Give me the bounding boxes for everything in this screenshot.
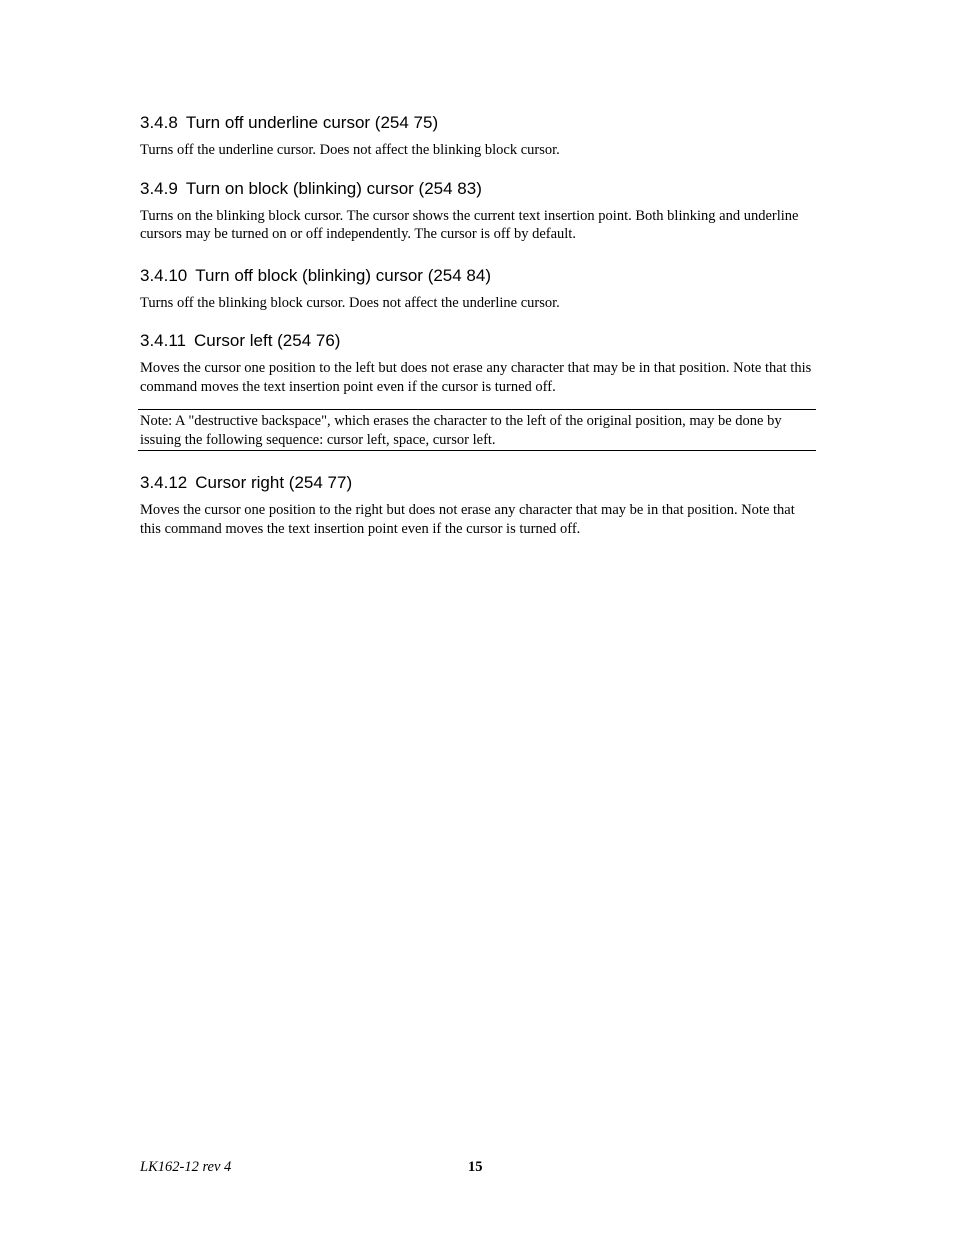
section-title: Cursor right (254 77) [195,473,353,492]
section-body: Turns off the underline cursor. Does not affect the blinking block cursor. [140,142,560,158]
section-title: Turn off block (blinking) cursor (254 84) [195,265,492,285]
section-body: Turns on the blinking block cursor. The cursor shows the current text insertion point. Both blinking and underline cursors may be turned on or off independently. The cursor is off by default. [140,207,799,242]
section-3-4-10 [140,265,816,313]
section-heading [140,330,816,352]
section-3-4-11 [140,330,816,396]
section-number: 3.4.12 [140,473,188,492]
section-heading [140,112,816,134]
section-title: Turn on block (blinking) cursor (254 83) [185,178,482,198]
section-heading [140,472,816,494]
section-number: 3.4.11 [140,331,187,350]
section-heading [140,178,816,200]
section-number: 3.4.8 [140,113,178,132]
section-number: 3.4.10 [140,265,188,285]
section-body: Moves the cursor one position to the right but does not erase any character that may be in that position. Note that this command moves the text insertion point even if the cursor is turned off. [140,502,795,537]
footer-doc-id: LK162-12 rev 4 [140,1159,232,1175]
document-content [140,112,816,538]
section-3-4-12 [140,472,816,538]
section-body: Turns off the blinking block cursor. Does not affect the underline cursor. [140,294,560,311]
footer-page-number: 15 [468,1159,483,1175]
section-3-4-8 [140,112,816,160]
section-body: Moves the cursor one position to the left but does not erase any character that may be in that position. Note that this command moves the text insertion point even if the cursor is turned off. [140,360,812,395]
section-heading [140,265,816,287]
section-title: Cursor left (254 76) [194,331,341,350]
section-3-4-9 [140,178,816,244]
section-number: 3.4.9 [140,178,178,198]
note-box: Note: A "destructive backspace", which erases the character to the left of the original position, may be done by issuing the following sequence: cursor left, space, cursor left. [138,409,816,451]
section-title: Turn off underline cursor (254 75) [185,113,439,132]
